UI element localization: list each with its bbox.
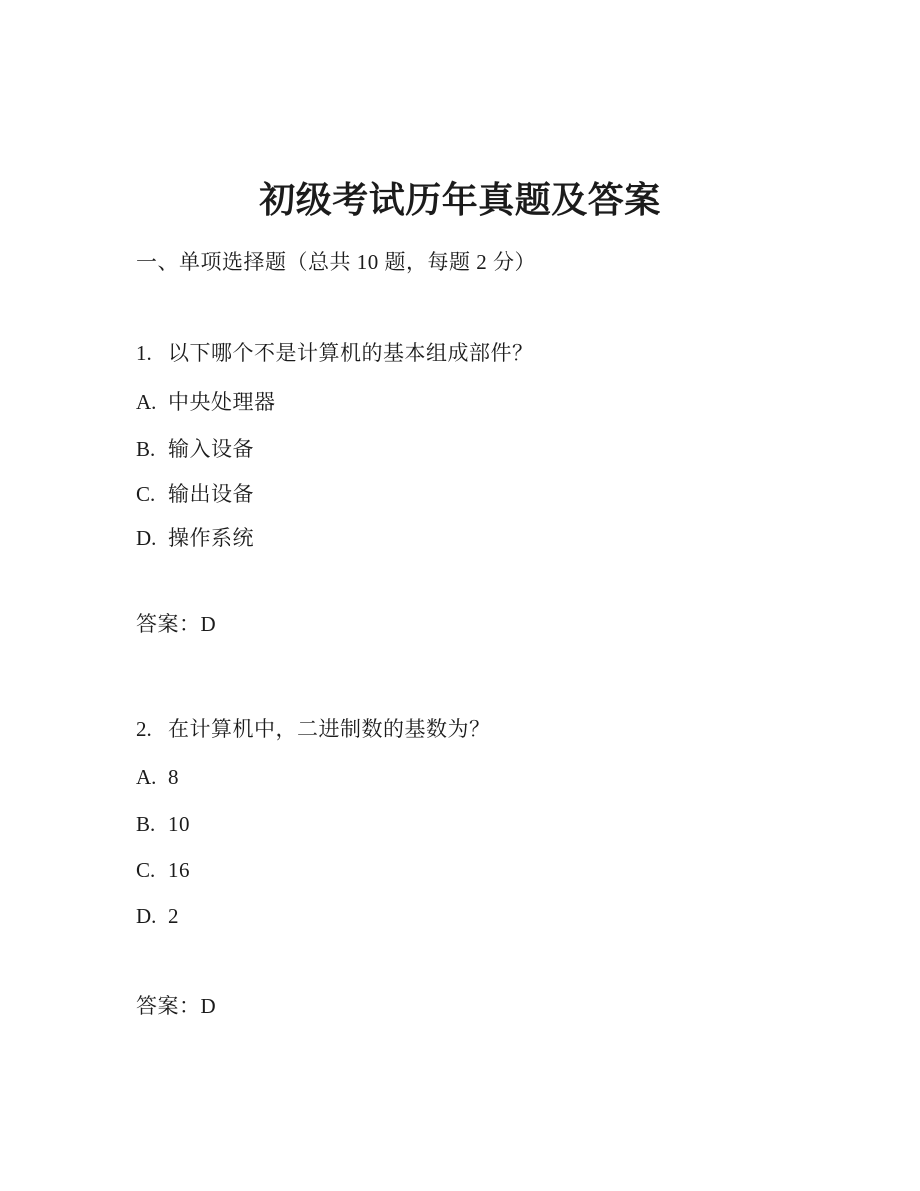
question-2-text: 在计算机中，二进制数的基数为？ <box>168 717 491 741</box>
question-1-option-c <box>136 480 254 508</box>
question-2-option-c <box>136 856 190 884</box>
question-1 <box>136 339 534 367</box>
option-text: 8 <box>168 765 179 789</box>
option-text: 2 <box>168 904 179 928</box>
question-2-option-d <box>136 902 179 930</box>
question-2 <box>136 715 491 743</box>
answer-value: D <box>200 612 217 636</box>
option-text: 10 <box>168 812 190 836</box>
option-text: 输出设备 <box>168 482 254 506</box>
question-1-text: 以下哪个不是计算机的基本组成部件？ <box>168 341 534 365</box>
option-text: 16 <box>168 858 190 882</box>
option-letter: B. <box>136 812 156 836</box>
option-text: 操作系统 <box>168 526 254 550</box>
option-letter: C. <box>136 482 156 506</box>
answer-label: 答案： <box>136 612 201 636</box>
option-letter: B. <box>136 437 156 461</box>
option-letter: D. <box>136 904 157 928</box>
question-1-answer <box>136 610 216 638</box>
option-text: 中央处理器 <box>168 390 276 414</box>
option-text: 输入设备 <box>168 437 254 461</box>
answer-value: D <box>200 994 217 1018</box>
option-letter: A. <box>136 390 157 414</box>
question-1-option-a <box>136 388 276 416</box>
section-heading: 一、单项选择题（总共 10 题，每题 2 分） <box>136 250 536 274</box>
question-1-option-d <box>136 524 254 552</box>
option-letter: D. <box>136 526 157 550</box>
question-1-number: 1. <box>136 341 152 365</box>
page-title: 初级考试历年真题及答案 <box>259 180 661 221</box>
answer-label: 答案： <box>136 994 201 1018</box>
question-2-number: 2. <box>136 717 152 741</box>
option-letter: A. <box>136 765 157 789</box>
question-2-option-a <box>136 763 179 791</box>
question-2-option-b <box>136 810 190 838</box>
question-2-answer <box>136 992 216 1020</box>
question-1-option-b <box>136 435 254 463</box>
option-letter: C. <box>136 858 156 882</box>
